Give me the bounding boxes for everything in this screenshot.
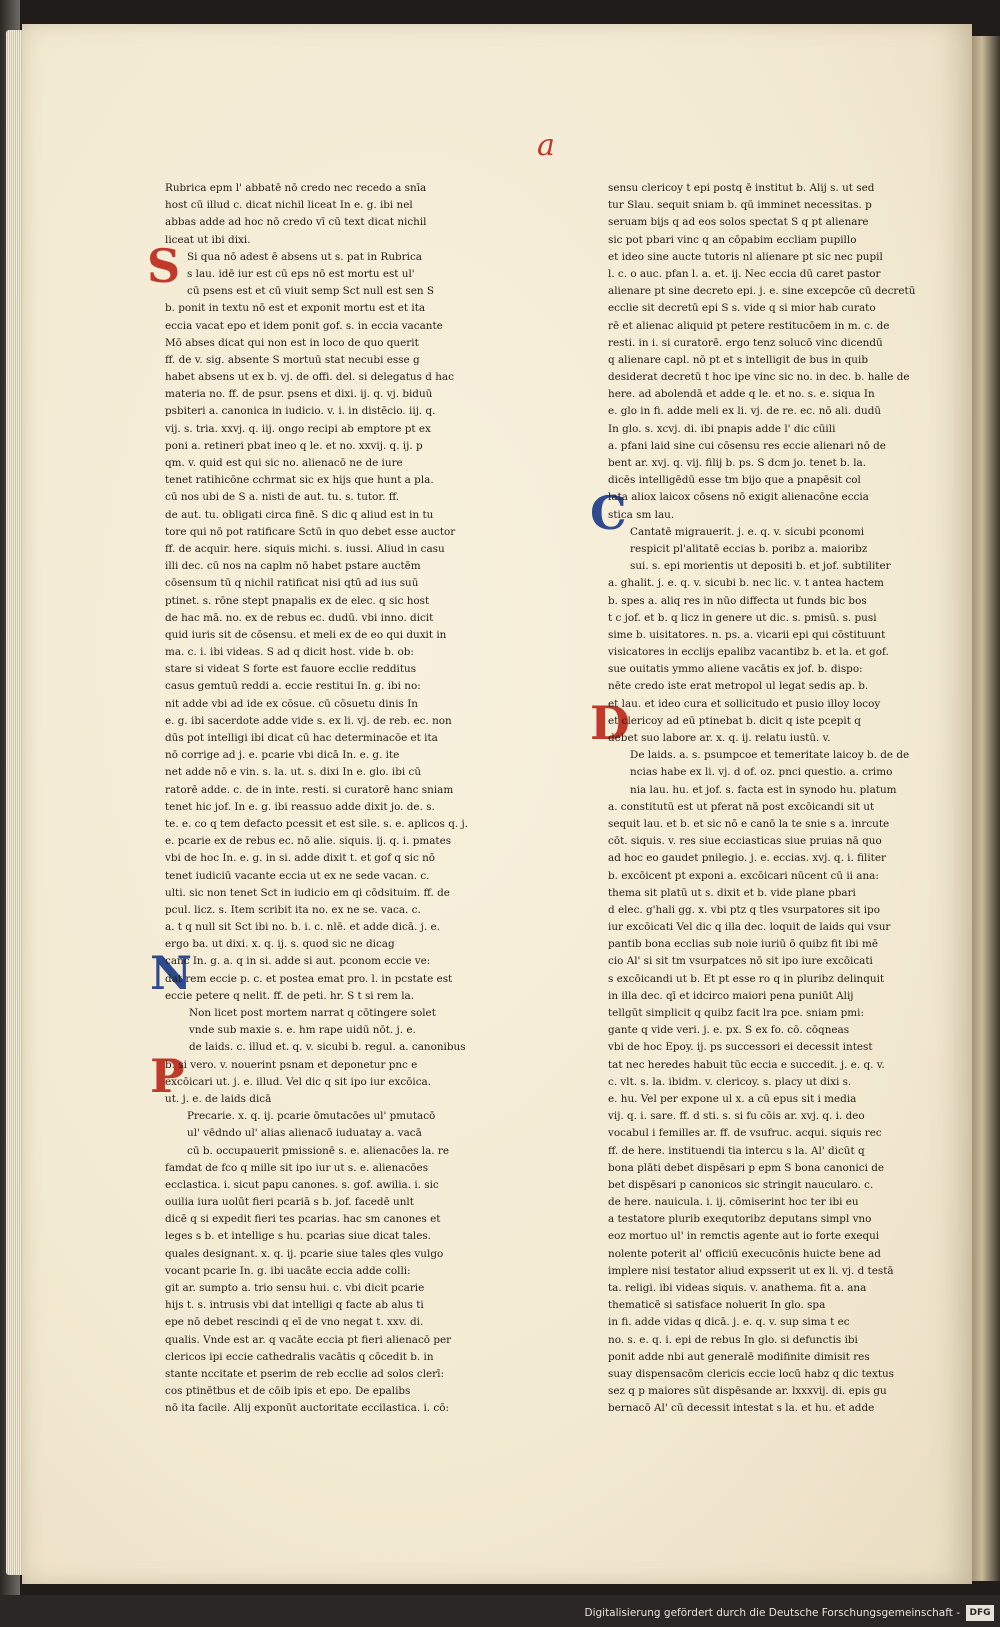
text-line: dicēs intelligēdū esse tm bijo que a pnapēsit col [608, 474, 861, 487]
text-line: ulti. sic non tenet Sct in iudicio em qi cōdsituim. ff. de [165, 886, 450, 899]
text-line: poni a. retineri pbat ineo q le. et no. xxvij. q. ij. p [165, 439, 423, 452]
text-line: b. spes a. aliq res in nūo diffecta ut funds bic bos [608, 594, 867, 607]
text-line: ul' vēdndo ul' alias alienacō iuduatay a. vacā [187, 1127, 422, 1140]
text-line: ut. j. e. de laids dicā [165, 1092, 272, 1105]
text-line: epe nō debet rescindi q eī de vno negat t. xxv. di. [165, 1316, 424, 1329]
text-line: debet suo labore ar. x. q. ij. relatu iustū. v. [608, 732, 831, 744]
text-line: habet absens ut ex b. vj. de offi. del. si delegatus d hac [165, 371, 454, 384]
text-line: nō corrige ad j. e. pcarie vbi dicā In. e. g. ite [165, 749, 400, 762]
right-text-column [608, 180, 943, 1418]
text-line: sequit lau. et b. et sic nō e canō la te snie s a. inrcute [608, 817, 890, 830]
text-line: ma. c. i. ibi videas. S ad q dicit host. vide b. ob: [165, 646, 414, 659]
text-line: nēte credo iste erat metropol ul legat sedis ap. b. [608, 680, 869, 693]
text-line: vij. q. i. sare. ff. d sti. s. si fu cōis ar. xvj. q. i. deo [608, 1110, 865, 1123]
text-line: desiderat decretū t hoc ipe vinc sic no. in dec. b. halle de [608, 371, 910, 384]
text-line: t c jof. et b. q licz in genere ut dic. s. pmisū. s. pusi [608, 611, 877, 624]
text-line: rē et alienac aliquid pt petere restitucōem in m. c. de [608, 319, 890, 332]
text-line: cū psens est et cū viuit semp Sct null est sen S [187, 285, 434, 298]
text-line: casus gemtuū reddi a. eccie restitui In. g. ibi no: [165, 680, 421, 693]
text-line: qm. v. quid est qui sic no. alienacō ne de iure [165, 457, 403, 469]
text-line: de aut. tu. obligati circa finē. S dic q aliud est in tu [165, 508, 434, 521]
text-line: Mō abses dicat qui non est in loco de quo querit [165, 336, 419, 349]
text-line: d elec. g'hali gg. x. vbi ptz q tles vsurpatores sit ipo [608, 903, 880, 916]
text-line: eoz mortuo ul' in remctis agente aut io forte exequi [608, 1230, 880, 1243]
text-line: q alienare capl. nō pt et s intelligit de bus in quib [608, 353, 868, 366]
text-line: ptinet. s. rōne stept pnapalis ex de elec. q sic host [165, 594, 430, 607]
text-line: quid iuris sit de cōsensu. et meli ex de eo qui duxit in [165, 628, 447, 641]
text-line: et lau. et ideo cura et sollicitudo et pusio illoy locoy [608, 697, 881, 710]
text-line: tore qui nō pot ratificare Sctū in quo debet esse auctor [165, 525, 456, 538]
text-line: ratorē adde. c. de in inte. resti. si curatorē hanc sniam [165, 783, 454, 796]
text-line: cos ptinētbus et de cōib ipis et epo. De epalibs [165, 1385, 411, 1398]
text-line: s excōicandi ut b. Et pt esse ro q in pluribz delinquit [608, 972, 885, 985]
text-line: De laids. a. s. psumpcoe et temeritate laicoy b. de de [630, 749, 910, 762]
text-line: et clericoy ad eū ptinebat b. dicit q iste pcepit q [608, 714, 861, 727]
text-line: e. g. ibi sacerdote adde vide s. ex li. vj. de reb. ec. non [165, 714, 452, 727]
text-line: ouilia iura uolūt fieri pcariā s b. jof. facedē unlt [165, 1196, 414, 1209]
text-line: psbiteri a. canonica in iudicio. v. i. in distēcio. iij. q. [165, 405, 436, 418]
text-line: eccia vacat epo et idem ponit gof. s. in eccia vacante [165, 319, 443, 332]
text-line: ergo ba. ut dixi. x. q. ij. s. quod sic ne dicag [165, 938, 395, 951]
text-line: tenet ratihicōne cchrmat sic ex hijs que hunt a pla. [165, 474, 434, 487]
text-line: vbi de hoc Epoy. ij. ps successori ei decessit intest [608, 1041, 873, 1054]
footer-credit: Digitalisierung gefördert durch die Deutsche Forschungsgemeinschaft - [584, 1607, 960, 1619]
text-line: ta. religi. ibi videas siquis. v. anathema. fit a. ana [608, 1282, 867, 1294]
text-line: vocant pcarie In. g. ibi uacāte eccia adde colli: [165, 1264, 411, 1277]
text-line: nia lau. hu. et jof. s. facta est in synodo hu. platum [630, 783, 897, 796]
text-line: sic pot pbari vinc q an cōpabim eccliam pupillo [608, 233, 857, 246]
text-line: net adde nō e vin. s. la. ut. s. dixi In e. glo. ibi cū [165, 766, 422, 779]
text-line: de hac mā. no. ex de rebus ec. dudū. vbi inno. dicit [165, 611, 434, 624]
text-line: ff. de v. sig. absente S mortuū stat necubi esse g [165, 353, 420, 366]
text-line: de laids. c. illud et. q. v. sicubi b. regul. a. canonibus [189, 1041, 466, 1054]
text-line: thematicē si satisface noluerit In glo. spa [608, 1299, 826, 1312]
text-line: a. t q null sit Sct ibi no. b. i. c. nlē. et adde dicā. j. e. [165, 921, 440, 934]
text-line: gante q vide veri. j. e. px. S ex fo. cō. cōqneas [608, 1024, 850, 1037]
text-line: leges s b. et intellige s hu. pcarias siue dicat tales. [165, 1230, 431, 1243]
text-line: sensu clericoy t epi postq ē institut b. Alij s. ut sed [608, 182, 875, 194]
text-line: b. si vero. v. nouerint psnam et deponetur pnc e [165, 1058, 418, 1071]
folio-mark: a [537, 128, 555, 163]
text-line: eccie petere q nelit. ff. de peti. hr. S t si rem la. [165, 989, 415, 1002]
text-line: git ar. sumpto a. trio sensu hui. c. vbi dicit pcarie [165, 1282, 425, 1294]
text-line: vbi de hoc In. e. g. in si. adde dixit t. et gof q sic nō [165, 852, 436, 865]
text-line: et ideo sine aucte tutoris nl alienare pt sic nec pupil [608, 250, 883, 263]
text-line: Si qua nō adest ē absens ut s. pat in Rubrica [187, 250, 422, 263]
text-line: ponit adde nbi aut generalē modifinite dimisit res [608, 1350, 870, 1363]
initial-d: D [590, 696, 630, 750]
text-line: pcul. licz. s. Item scribit ita no. ex ne se. vaca. c. [165, 903, 421, 916]
text-line: nolente poterit al' officiū execucōnis huicte bene ad [608, 1247, 881, 1260]
text-line: In glo. s. xcvj. di. ibi pnapis adde l' dic cūili [608, 422, 836, 435]
text-line: canc In. g. a. q in si. adde si aut. pconom eccie ve: [165, 955, 431, 968]
text-line: suay dispensacōm clericis eccie locū habz q dic textus [608, 1367, 895, 1380]
text-line: tenet iudiciū vacante eccia ut ex ne sede vacan. c. [165, 869, 430, 882]
text-line: a testatore plurib exequtoribz deputans simpl vno [608, 1213, 872, 1226]
text-line: de here. nauicula. i. ij. cōmiserint hoc ter ibi eu [608, 1196, 859, 1209]
text-line: bona plāti debet dispēsari p epm S bona canonici de [608, 1161, 885, 1174]
text-line: l. c. o auc. pfan l. a. et. ij. Nec eccia dū caret pastor [608, 267, 881, 280]
text-line: sime b. uisitatores. n. ps. a. vicarii epi qui cōstituunt [608, 628, 886, 641]
text-line: quales designant. x. q. ij. pcarie siue tales qles vulgo [165, 1247, 444, 1260]
text-line: ecclastica. i. sicut papu canones. s. gof. awilia. i. sic [165, 1178, 439, 1191]
text-line: qualis. Vnde est ar. q vacāte eccia pt fieri alienacō per [165, 1333, 452, 1346]
text-line: b. excōicent pt exponi a. excōicari nūcent cū ii ana: [608, 869, 879, 882]
text-line: implere nisi testator aliud expsserit ut ex li. vj. d testā [608, 1264, 894, 1277]
text-line: dūs pot intelligi ibi dicat cū hac determinacōe et ita [165, 732, 438, 744]
text-line: vnde sub maxie s. e. hm rape uidū nōt. j. e. [189, 1024, 416, 1037]
text-line: Rubrica epm l' abbatē nō credo nec recedo a snīa [165, 182, 427, 194]
text-line: tat nec heredes habuit tūc eccia e succedit. j. e. q. v. [608, 1058, 885, 1071]
text-line: tellgūt simplicit q quibz facit lra pce. sniam pmi: [608, 1007, 864, 1019]
text-line: b. ponit in textu nō est et exponit mortu est et ita [165, 302, 426, 315]
text-line: cū nos ubi de S a. nisti de aut. tu. s. tutor. ff. [165, 491, 400, 504]
initial-p: P [150, 1049, 185, 1103]
text-line: bernacō Al' cū decessit intestat s la. et hu. et adde [608, 1402, 875, 1415]
text-line: Non licet post mortem narrat q cōtingere solet [189, 1007, 436, 1019]
text-line: here. ad abolendā et adde q le. et no. s. e. siqua In [608, 388, 875, 401]
text-line: host cū illud c. dicat nichil liceat In e. g. ibi nel [165, 199, 413, 212]
text-line: nō ita facile. Alij exponūt auctoritate eccilastica. i. cō: [165, 1402, 449, 1415]
text-line: ff. de here. instituendi tia intercu s la. Al' dicūt q [608, 1144, 865, 1157]
text-line: iur excōicati Vel dic q illa dec. loquit de laids qui vsur [608, 921, 891, 934]
text-line: a. pfani laid sine cui cōsensu res eccie alienari nō de [608, 439, 886, 452]
text-line: vij. s. tria. xxvj. q. iij. ongo recipi ab emptore pt ex [165, 422, 431, 435]
text-line: seruam bijs q ad eos solos spectat S q pt alienare [608, 216, 869, 229]
text-line: famdat de fco q mille sit ipo iur ut s. e. alienacōes [165, 1161, 429, 1174]
text-line: cōt. siquis. v. res siue ecciasticas siue pruias nā quo [608, 835, 882, 848]
text-line: pantib bona ecclias sub noie iuriū ō quibz fit ibi mē [608, 938, 879, 951]
text-line: stante nccitate et pserim de reb ecclie ad solos clerī: [165, 1367, 444, 1380]
text-line: in illa dec. qī et idcirco maiori pena puniūt Alij [608, 989, 854, 1002]
left-text-column [165, 180, 525, 1418]
text-line: illi dec. cū nos na caplm nō habet pstare auctēm [165, 560, 421, 573]
text-line: respicit pl'alitatē eccias b. poribz a. maioribz [630, 542, 868, 555]
text-line: s lau. idē iur est cū eps nō est mortu est ul' [187, 267, 415, 280]
text-line: e. hu. Vel per expone ul x. a cū epus sit i media [608, 1092, 857, 1105]
initial-c: C [590, 486, 627, 540]
text-line: te. e. co q tem defacto pcessit et est sile. s. e. aplicos q. j. [165, 817, 468, 830]
text-line: Precarie. x. q. ij. pcarie ōmutacōes ul' pmutacō [187, 1110, 436, 1123]
text-line: e. glo in fi. adde meli ex li. vj. de re. ec. nō ali. dudū [608, 405, 882, 418]
text-line: alienare pt sine decreto epi. j. e. sine excepcōe cū decretū [608, 285, 916, 298]
text-line: sez q p maiores sūt dispēsande ar. lxxxvij. di. epis gu [608, 1385, 887, 1398]
initial-s: S [147, 239, 181, 293]
text-line: ecclie sit decretū epi S s. vide q si mior hab curato [608, 302, 876, 315]
text-line: lata aliox laicox cōsens nō exigit alienacōne eccia [608, 491, 869, 504]
text-line: c. vlt. s. la. ibidm. v. clericoy. s. placy ut dixi s. [608, 1075, 852, 1088]
text-line: ff. de acquir. here. siquis michi. s. iussi. Aliud in casu [165, 542, 445, 555]
text-line: a. ghalit. j. e. q. v. sicubi b. nec lic. v. t antea hactem [608, 577, 884, 590]
dfg-logo: DFG [966, 1605, 994, 1621]
text-line: excōicari ut. j. e. illud. Vel dic q sit ipo iur excōica. [165, 1075, 432, 1088]
text-line: ncias habe ex li. vj. d of. oz. pnci questio. a. crimo [630, 766, 893, 779]
text-line: tur Slau. sequit sniam b. qū imminet necessitas. p [608, 199, 872, 212]
text-line: cio Al' si sit tm vsurpatces nō sit ipo iure excōicati [608, 955, 873, 968]
text-line: thema sit platū ut s. dixit et b. vide plane pbari [608, 886, 856, 899]
text-line: cōsensum tū q nichil ratificat nisi qtū ad ius suū [165, 577, 419, 590]
text-line: vocabul i femilles ar. ff. de vsufruc. acqui. siquis rec [608, 1127, 882, 1140]
initial-n: N [150, 946, 193, 1000]
text-line: stare si videat S forte est fauore ecclie redditus [165, 663, 417, 676]
text-line: materia no. ff. de psur. psens et dixi. ij. q. vj. biduū [165, 388, 433, 401]
text-line: sue ouitatis ymmo aliene vacātis ex jof. b. dispo: [608, 663, 863, 676]
text-line: dicē q si expedit fieri tes pcarias. hac sm canones et [165, 1213, 441, 1226]
text-line: clericos ipi eccie cathedralis vacātis q cōcedit b. in [165, 1350, 434, 1363]
text-line: Cantatē migrauerit. j. e. q. v. sicubi pconomi [630, 525, 865, 538]
text-line: abbas adde ad hoc nō credo vī cū text dicat nichil [165, 216, 427, 229]
text-line: bet dispēsari p canonicos sic stringit naucularo. c. [608, 1178, 874, 1191]
text-line: dat rem eccie p. c. et postea emat pro. l. in pcstate est [165, 972, 453, 985]
facing-page-edge [970, 36, 1000, 1581]
text-line: cū b. occupauerit pmissionē s. e. alienacōes la. re [187, 1144, 449, 1157]
text-line: sui. s. epi morientis ut depositi b. et jof. subtiliter [630, 560, 891, 573]
text-line: tenet hic jof. In e. g. ibi reassuo adde dixit jo. de. s. [165, 800, 435, 813]
text-line: liceat ut ibi dixi. [165, 233, 251, 246]
text-line: stica sm lau. [608, 508, 675, 521]
text-line: resti. in i. si curatorē. ergo tenz solucō vinc dicendū [608, 336, 883, 349]
text-line: e. pcarie ex de rebus ec. nō alie. siquis. ij. q. i. pmates [165, 835, 452, 848]
text-line: visicatores in ecclijs epalibz vacantibz b. et la. et gof. [608, 646, 889, 659]
text-line: hijs t. s. intrusis vbi dat intelligi q facte ab alus ti [165, 1299, 424, 1312]
text-line: ad hoc eo gaudet pnilegio. j. e. eccias. xvj. q. i. filiter [608, 852, 886, 865]
text-line: nit adde vbi ad ide ex cōsue. cū cōsuetu dinis In [165, 697, 418, 710]
text-line: a. constitutū est ut pferat nā post excōicandi sit ut [608, 800, 875, 813]
text-line: no. s. e. q. i. epi de rebus In glo. si defunctis ibi [608, 1333, 858, 1346]
text-line: bent ar. xvj. q. vij. filij b. ps. S dcm jo. tenet b. la. [608, 457, 867, 469]
text-line: in fi. adde vidas q dicā. j. e. q. v. sup sima t ec [608, 1316, 850, 1329]
